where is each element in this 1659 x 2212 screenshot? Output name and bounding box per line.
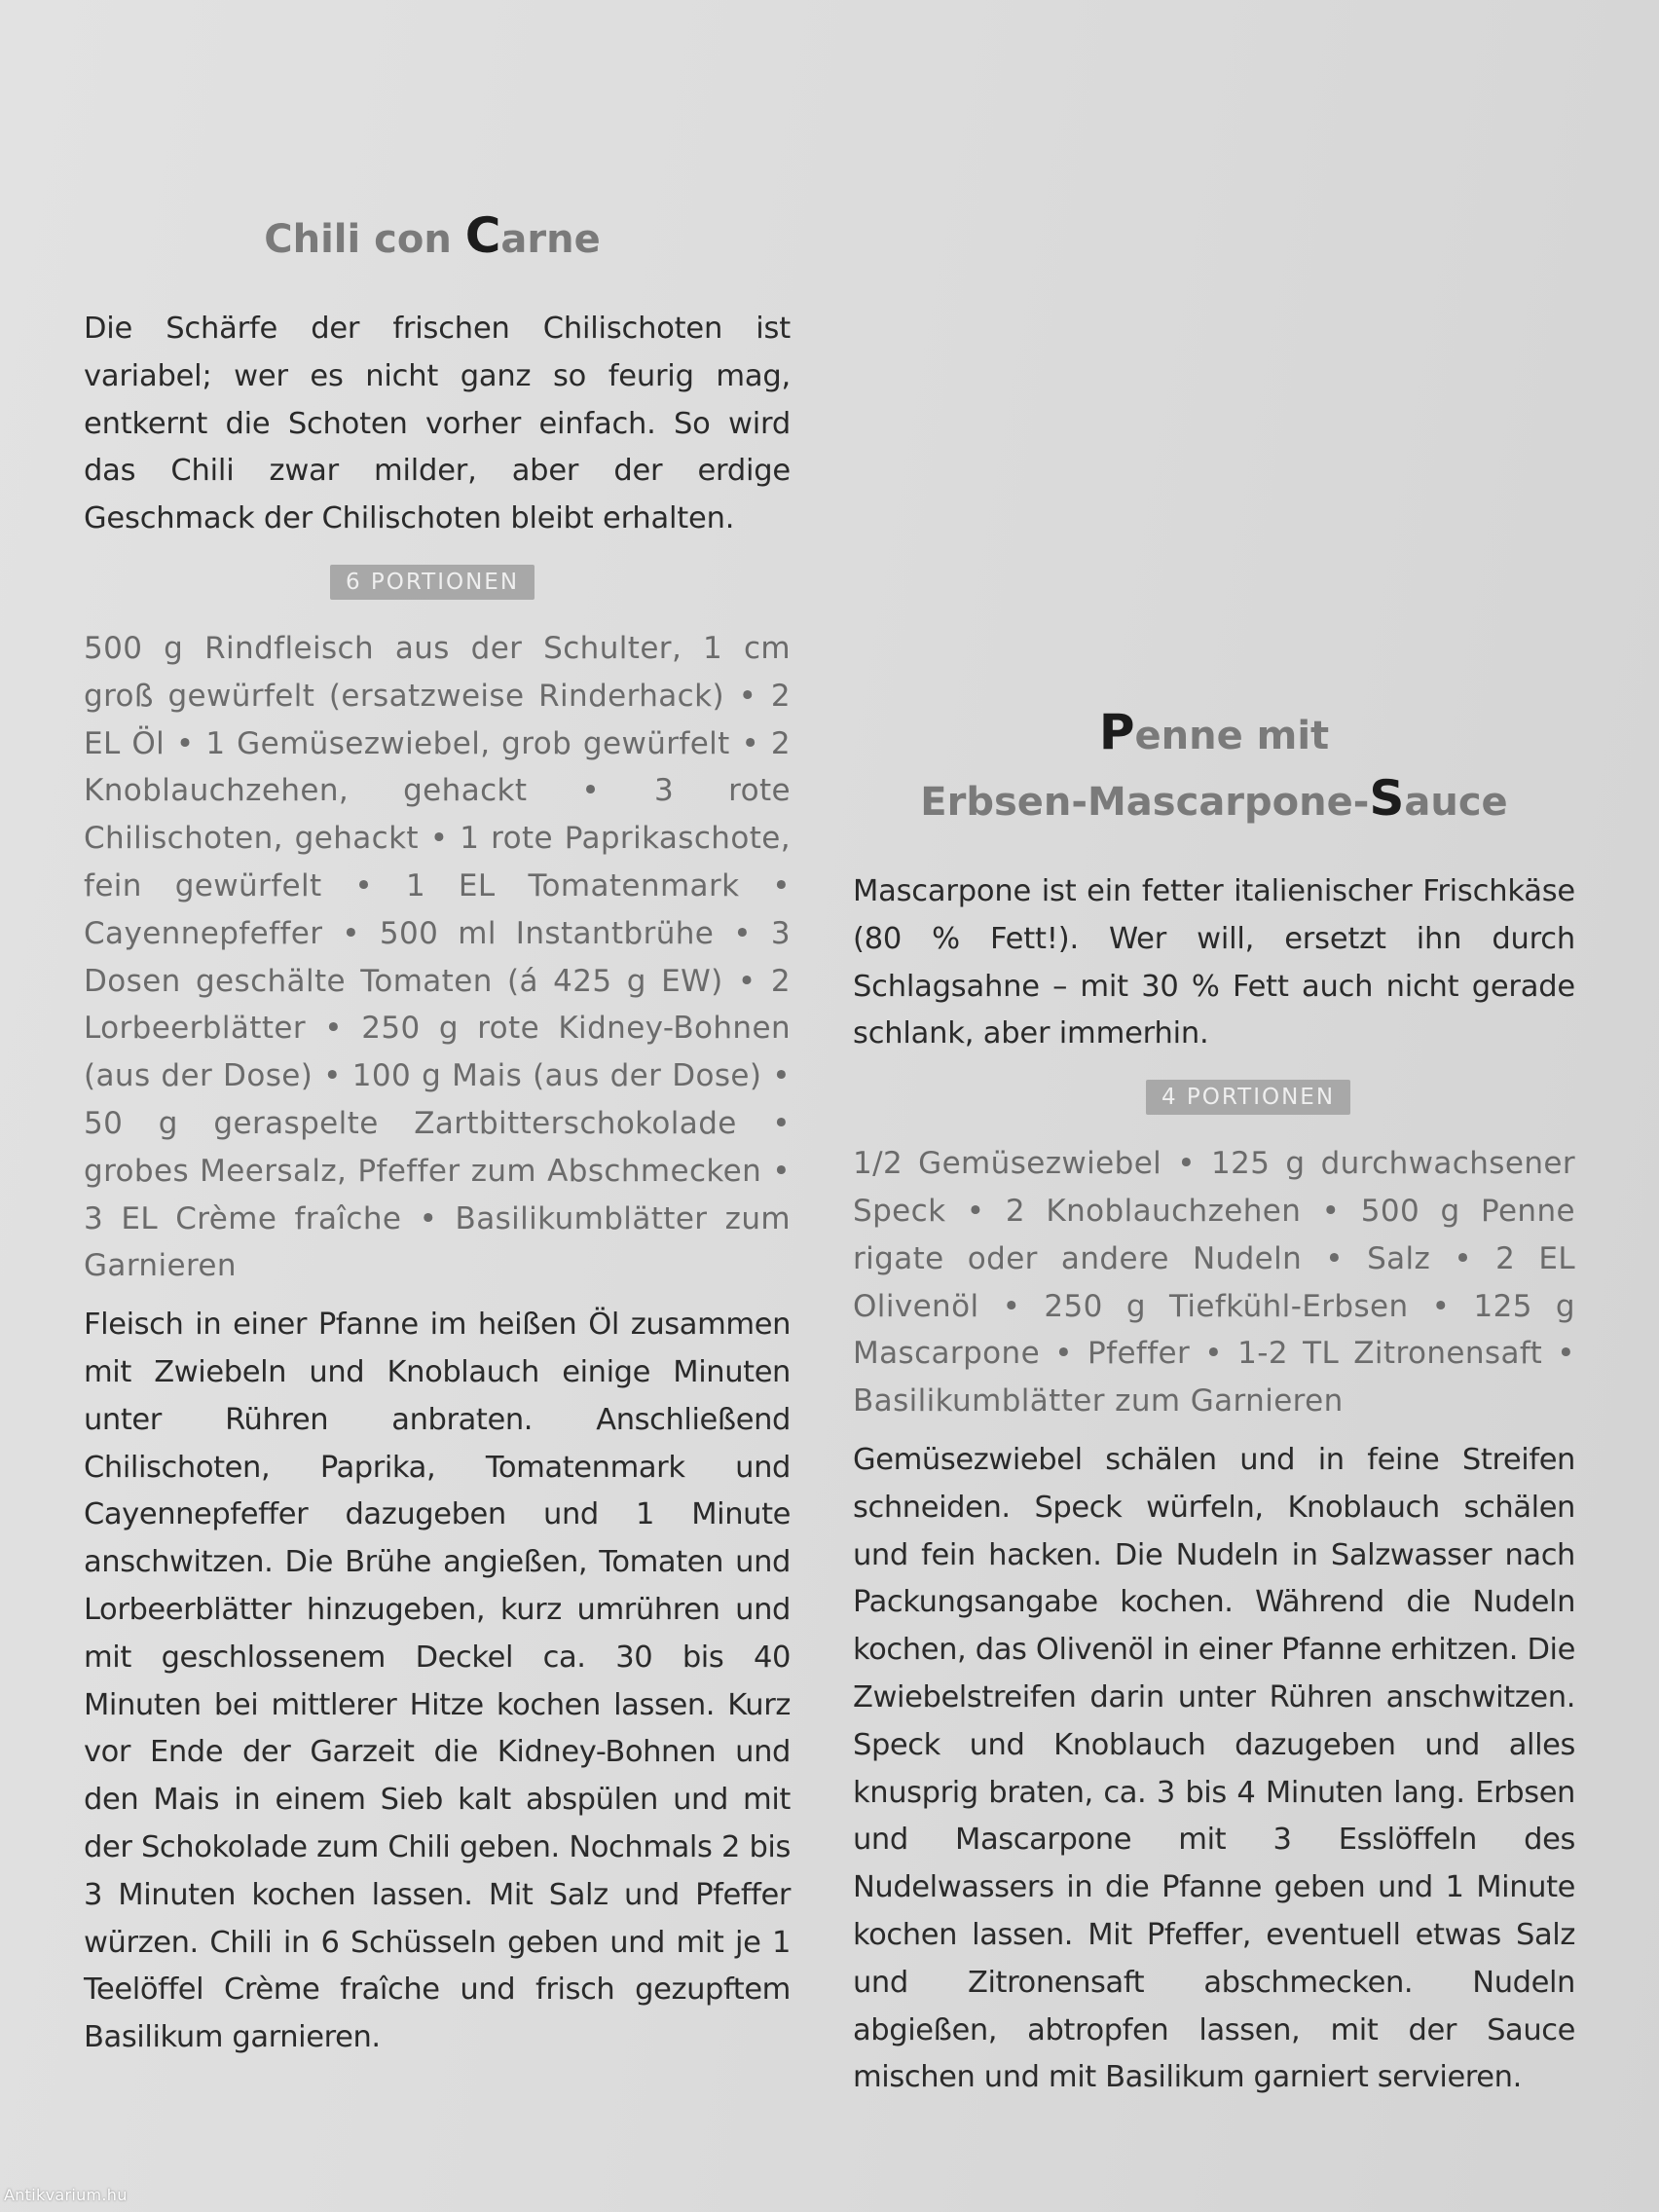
- recipe-title: [74, 204, 791, 271]
- recipe-intro: Mascarpone ist ein fetter italienischer Frischkäse (80 % Fett!). Wer will, ersetzt ihn durch Schlagsahne – mit 30 % Fett auch nicht gerade schlank, aber immerhin.: [853, 874, 1575, 1051]
- title-text-line2-rest: auce: [1404, 780, 1508, 825]
- recipe-chili-con-carne: [84, 204, 791, 2062]
- recipe-title: [853, 701, 1575, 833]
- watermark: Antikvarium.hu: [4, 2186, 128, 2204]
- title-text-rest: arne: [500, 217, 601, 262]
- recipe-method: Fleisch in einer Pfanne im heißen Öl zusammen mit Zwiebeln und Knoblauch einige Minuten unter Rühren anbraten. Anschließend Chilischoten, Paprika, Tomatenmark und Cayennepfeffer dazugeben und 1 Minute anschwitzen. Die Brühe angießen, Tomaten und Lorbeerblätter hinzugeben, kurz umrühren und mit geschlossenem Deckel ca. 30 bis 40 Minuten bei mittlerer Hitze kochen lassen. Kurz vor Ende der Garzeit die Kidney-Bohnen und den Mais in einem Sieb kalt abspülen und mit der Schokolade zum Chili geben. Nochmals 2 bis 3 Minuten kochen lassen. Mit Salz und Pfeffer würzen. Chili in 6 Schüsseln geben und mit je 1 Teelöffel Crème fraîche und frisch gezupftem Basilikum garnieren.: [84, 1308, 791, 2055]
- title-text: enne mit: [1134, 714, 1330, 758]
- recipe-penne-mascarpone: [853, 701, 1575, 2102]
- portions-row: [921, 1080, 1575, 1115]
- portions-badge: 6 PORTIONEN: [330, 565, 535, 600]
- title-initial-line2: S: [1369, 770, 1405, 827]
- title-text-line2: Erbsen-Mascarpone-: [920, 780, 1370, 825]
- recipe-method: Gemüsezwiebel schälen und in feine Streifen schneiden. Speck würfeln, Knoblauch schälen und fein hacken. Die Nudeln in Salzwasser nach Packungsangabe kochen. Während die Nudeln kochen, das Olivenöl in einer Pfanne erhitzen. Die Zwiebelstreifen darin unter Rühren anschwitzen. Speck und Knoblauch dazugeben und alles knusprig braten, ca. 3 bis 4 Minuten lang. Erbsen und Mascarpone mit 3 Esslöffeln des Nudelwassers in die Pfanne geben und 1 Minute kochen lassen. Mit Pfeffer, eventuell etwas Salz und Zitronensaft abschmecken. Nudeln abgießen, abtropfen lassen, mit der Sauce mischen und mit Basilikum garniert servieren.: [853, 1442, 1575, 2095]
- title-initial: C: [464, 207, 501, 264]
- title-text: Chili con: [264, 217, 465, 262]
- portions-badge: 4 PORTIONEN: [1146, 1080, 1350, 1115]
- portions-row: [74, 565, 791, 600]
- title-initial: P: [1098, 704, 1135, 760]
- recipe-intro: Die Schärfe der frischen Chilischoten ist variabel; wer es nicht ganz so feurig mag, entkernt die Schoten vorher einfach. So wird das Chili zwar milder, aber der erdige Geschmack der Chilischoten bleibt erhalten.: [84, 312, 791, 536]
- ingredients-list: 1/2 Gemüsezwiebel • 125 g durchwachsener Speck • 2 Knoblauchzehen • 500 g Penne rigate oder andere Nudeln • Salz • 2 EL Olivenöl • 250 g Tiefkühl-Erbsen • 125 g Mascarpone • Pfeffer • 1-2 TL Zitronensaft • Basilikumblätter zum Garnieren: [853, 1146, 1575, 1419]
- ingredients-list: 500 g Rindfleisch aus der Schulter, 1 cm groß gewürfelt (ersatzweise Rinderhack) • 2 EL Öl • 1 Gemüsezwiebel, grob gewürfelt • 2 Knoblauchzehen, gehackt • 3 rote Chilischoten, gehackt • 1 rote Paprikaschote, fein gewürfelt • 1 EL Tomatenmark • Cayennepfeffer • 500 ml Instantbrühe • 3 Dosen geschälte Tomaten (á 425 g EW) • 2 Lorbeerblätter • 250 g rote Kidney-Bohnen (aus der Dose) • 100 g Mais (aus der Dose) • 50 g geraspelte Zartbitterschokolade • grobes Meersalz, Pfeffer zum Abschmecken • 3 EL Crème fraîche • Basilikumblätter zum Garnieren: [84, 630, 791, 1284]
